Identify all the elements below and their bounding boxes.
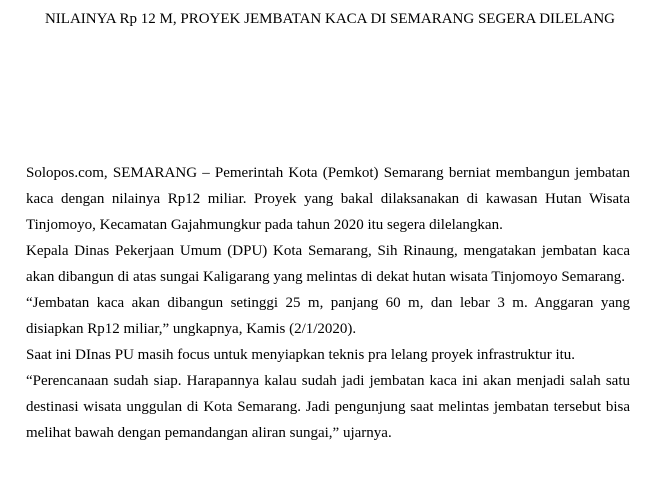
article-body: [26, 160, 630, 446]
paragraph-planning-quote: “Perencanaan sudah siap. Harapannya kalau sudah jadi jembatan kaca ini akan menjadi salah satu destinasi wisata unggulan di Kota Semarang. Jadi pengunjung saat melintas jembatan tersebut bisa melihat bawah dengan pemandangan aliran sungai,” ujarnya.: [26, 373, 630, 441]
paragraph-intro: Solopos.com, SEMARANG – Pemerintah Kota (Pemkot) Semarang berniat membangun jembatan kaca dengan nilainya Rp12 miliar. Proyek yang bakal dilaksanakan di kawasan Hutan Wisata Tinjomoyo, Kecamatan Gajahmungkur pada tahun 2020 itu segera dilelangkan.: [26, 165, 630, 233]
paragraph-dimensions-quote: “Jembatan kaca akan dibangun setinggi 25 m, panjang 60 m, dan lebar 3 m. Anggaran yang disiapkan Rp12 miliar,” ungkapnya, Kamis (2/1/2020).: [26, 295, 630, 337]
document-title: NILAINYA Rp 12 M, PROYEK JEMBATAN KACA DI SEMARANG SEGERA DILELANG: [44, 11, 616, 27]
paragraph-dpu-statement: Kepala Dinas Pekerjaan Umum (DPU) Kota Semarang, Sih Rinaung, mengatakan jembatan kaca akan dibangun di atas sungai Kaligarang yang melintas di dekat hutan wisata Tinjomoyo Semarang.: [26, 243, 630, 285]
paragraph-preparation: Saat ini DInas PU masih focus untuk menyiapkan teknis pra lelang proyek infrastruktur itu.: [26, 347, 576, 363]
